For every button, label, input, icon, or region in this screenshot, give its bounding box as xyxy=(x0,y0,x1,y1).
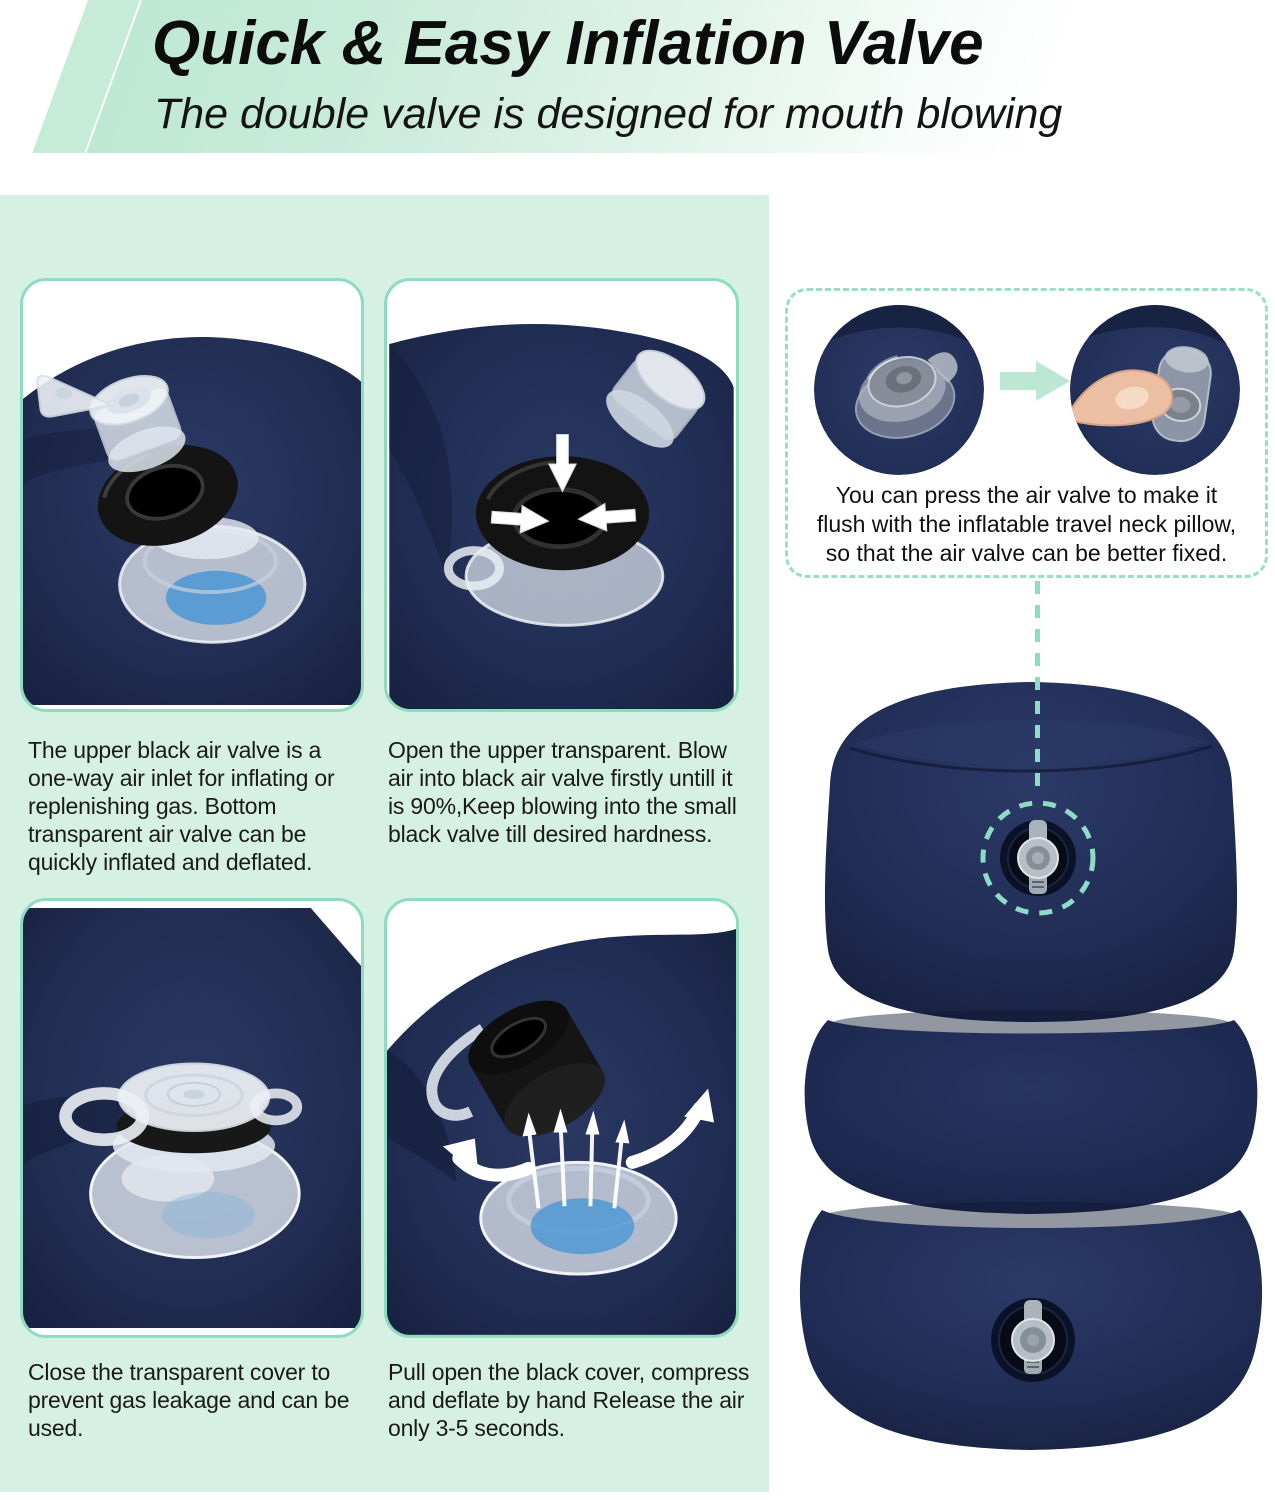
step4-photo-deflate xyxy=(384,898,739,1338)
valve-photo-after-finger xyxy=(1070,305,1240,475)
valve-photo-before xyxy=(814,305,984,475)
arrow-right-icon xyxy=(1000,359,1070,403)
arrow-right-shape xyxy=(1000,359,1070,403)
step3-photo-closed-cover xyxy=(20,898,364,1338)
page-title: Quick & Easy Inflation Valve xyxy=(152,9,984,78)
valve-deflate-illustration xyxy=(387,901,736,1335)
pillow-middle-tier xyxy=(805,1020,1258,1214)
pillow-valve-top xyxy=(1000,820,1076,896)
callout-line-2: flush with the inflatable travel neck pillow, xyxy=(816,511,1237,538)
finger-press-valve-illustration xyxy=(1070,305,1240,475)
valve-press-callout xyxy=(785,288,1268,578)
step4-caption: Pull open the black cover, compress and deflate by hand Release the air only 3-5 seconds. xyxy=(388,1359,750,1442)
pillow-valve-bottom xyxy=(991,1298,1075,1382)
page-subtitle: The double valve is designed for mouth blowing xyxy=(154,90,1063,138)
dashed-connector-icon xyxy=(1035,581,1040,790)
step3-caption: Close the transparent cover to prevent gas leakage and can be used. xyxy=(28,1359,350,1442)
callout-text xyxy=(792,481,1261,569)
valve-top-view-illustration xyxy=(814,305,984,475)
callout-line-1: You can press the air valve to make it xyxy=(835,482,1218,508)
valve-open-illustration xyxy=(23,281,361,709)
valve-blow-in-illustration xyxy=(387,281,736,709)
step1-photo-valve-open xyxy=(20,278,364,712)
pillow-photo xyxy=(790,650,1272,1465)
callout-line-3: so that the air valve can be better fixed. xyxy=(825,540,1228,567)
step1-caption: The upper black air valve is a one-way air inlet for inflating or replenishing gas. Bottom transparent air valve can be quickly inflated and deflated. xyxy=(28,737,335,876)
valve-closed-illustration xyxy=(23,901,361,1335)
step2-photo-blow-in xyxy=(384,278,739,712)
step2-caption: Open the upper transparent. Blow air into black air valve firstly untill it is 90%,Keep blowing into the small black valve till desired hardness. xyxy=(388,737,737,848)
